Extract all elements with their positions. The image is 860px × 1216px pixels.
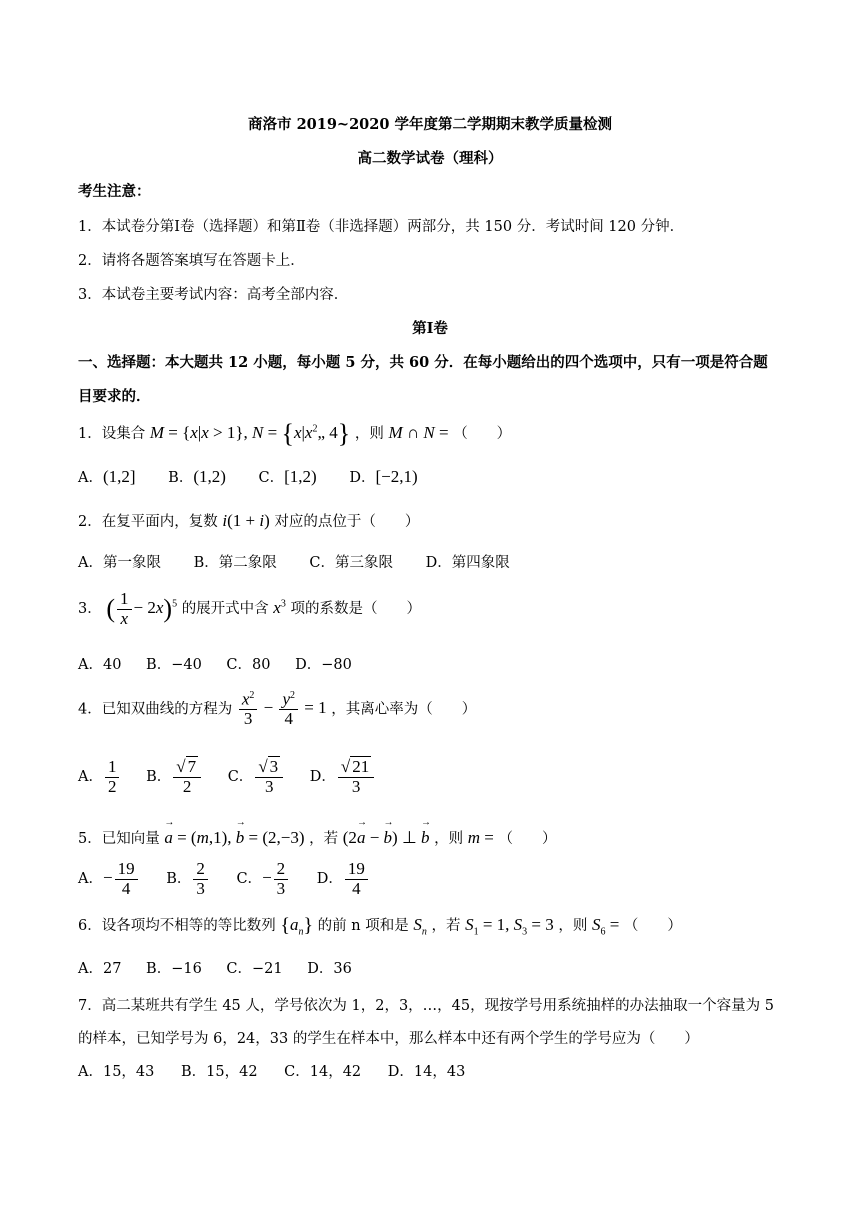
question-3: 3． ( $\frac{1}{x}$ − 2x)$^5$ 的展开式中含 $x^3$ 项的系数是（ ）	[78, 589, 421, 628]
question-3-option-b[interactable]: B．−40	[146, 657, 202, 673]
question-3-option-c[interactable]: C．80	[226, 657, 271, 673]
section-heading-line1: 一、选择题：本大题共 12 小题，每小题 5 分，共 60 分．在每小题给出的四个选项中，只有一项是符合题	[78, 354, 768, 371]
question-1-formula: M = {x|x > 1}, $N = \{x|x^2„$ 4}	[149, 419, 351, 448]
question-3-option-a[interactable]: A．40	[78, 657, 122, 673]
question-5-option-d[interactable]: D． $\frac{19}{4}$	[317, 860, 370, 898]
question-6-option-a[interactable]: A．27	[78, 961, 122, 977]
question-6: 6．设各项均不相等的等比数列 $\{a_n\}$ 的前 n 项和是 $S_n$ ，若 $S_1 = 1$, $S_3 = 3$ ，则 $S_6$ = （ ）	[78, 914, 682, 938]
question-5-option-a[interactable]: A．− $\frac{19}{4}$	[78, 860, 140, 898]
part-title: 第Ⅰ卷	[412, 320, 448, 337]
question-5-options	[78, 860, 392, 898]
question-2-option-b[interactable]: B．第二象限	[193, 555, 277, 571]
question-1-text: 1．设集合	[78, 425, 146, 442]
question-1-option-c[interactable]: C．[1,2)	[258, 467, 317, 486]
exam-subtitle: 高二数学试卷（理科）	[357, 150, 503, 167]
question-7-line-2: 的样本，已知学号为 6，24，33 的学生在样本中，那么样本中还有两个学生的学号应为（ ）	[78, 1031, 699, 1047]
question-5-option-c[interactable]: C．− $\frac{2}{3}$	[236, 860, 290, 898]
question-2-formula: i(1 + i)	[222, 511, 270, 530]
question-7-line-1: 7．高二某班共有学生 45 人，学号依次为 1，2，3，…，45，现按学号用系统抽样的办法抽取一个容量为 5	[78, 998, 774, 1014]
question-7-option-a[interactable]: A．15，43	[78, 1064, 155, 1080]
question-7-option-b[interactable]: B．15，42	[180, 1064, 258, 1080]
question-6-sequence: $\{a_n\}$	[280, 914, 314, 938]
exam-title: 商洛市 2019~2020 学年度第二学期期末教学质量检测	[248, 116, 612, 133]
question-6-options	[78, 957, 372, 978]
question-6-option-b[interactable]: B．−16	[146, 961, 202, 977]
notice-item-2: 2．请将各题答案填写在答题卡上．	[78, 253, 305, 269]
question-7-option-c[interactable]: C．14，42	[284, 1064, 362, 1080]
question-5-formula: → a = (m,1), → b = (2,−3)	[164, 828, 304, 847]
question-4-option-a[interactable]: A． $\frac{1}{2}$	[78, 758, 121, 796]
notice-heading: 考生注意：	[78, 183, 151, 200]
question-4-formula: $\frac{x^2}{3}$ − $\frac{y^2}{4}$ = 1	[237, 698, 327, 717]
question-3-formula: ( $\frac{1}{x}$ − 2x)$^5$	[106, 589, 178, 628]
question-1: 1．设集合 M = {x|x > 1}, $N = \{x|x^2„$ 4} ，则 M ∩ N = （ ）	[78, 419, 512, 448]
section-heading-line2: 目要求的．	[78, 388, 151, 405]
question-6-option-d[interactable]: D．36	[307, 961, 352, 977]
question-1-options	[78, 466, 446, 487]
question-3-option-d[interactable]: D．−80	[295, 657, 352, 673]
question-2: 2．在复平面内，复数 i(1 + i) 对应的点位于（ ）	[78, 511, 420, 530]
question-4: 4．已知双曲线的方程为 $\frac{x^2}{3}$ − $\frac{y^2}{4}$ = 1 ，其离心率为（ ）	[78, 689, 477, 729]
question-1-option-a[interactable]: A．(1,2]	[78, 467, 136, 486]
question-2-option-c[interactable]: C．第三象限	[309, 555, 393, 571]
question-4-options	[78, 758, 396, 796]
notice-item-1: 1．本试卷分第Ⅰ卷（选择题）和第Ⅱ卷（非选择题）两部分，共 150 分．考试时间 120 分钟．	[78, 219, 685, 235]
question-5: 5．已知向量 → a = (m,1), → b = (2,−3) ，若 (2→ a − → b) ⊥ → b ，则 m = （ ）	[78, 827, 556, 848]
question-1-option-b[interactable]: B．(1,2)	[168, 467, 226, 486]
question-4-option-b[interactable]: B． $\frac{√ 7}{2}$	[146, 758, 203, 796]
question-7-option-d[interactable]: D．14，43	[387, 1064, 466, 1080]
question-2-options	[78, 551, 538, 572]
question-2-option-d[interactable]: D．第四象限	[425, 555, 510, 571]
question-4-option-c[interactable]: C． $\frac{√ 3}{3}$	[228, 758, 285, 796]
notice-item-3: 3．本试卷主要考试内容：高考全部内容．	[78, 287, 349, 303]
question-6-option-c[interactable]: C．−21	[226, 961, 283, 977]
question-2-option-a[interactable]: A．第一象限	[78, 555, 161, 571]
question-4-option-d[interactable]: D． $\frac{√ 21}{3}$	[310, 758, 376, 796]
question-5-option-b[interactable]: B． $\frac{2}{3}$	[166, 860, 210, 898]
question-3-options	[78, 653, 372, 674]
question-1-option-d[interactable]: D．[−2,1)	[349, 467, 418, 486]
question-7-options	[78, 1060, 487, 1081]
